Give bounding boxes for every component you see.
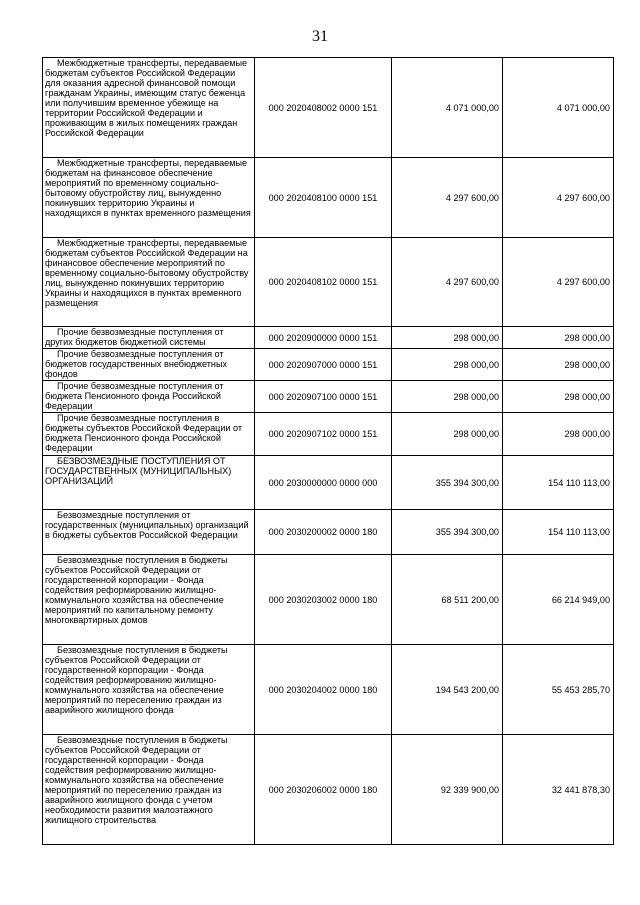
actual-amount-cell: 55 453 285,70 [503, 645, 614, 735]
budget-code-cell: 000 2020907100 0000 151 [255, 381, 392, 413]
revenue-name-cell: Прочие безвозмездные поступления от бюджетов государственных внебюджетных фондов [43, 349, 255, 381]
table-row [43, 381, 614, 413]
plan-amount-cell: 355 394 300,00 [392, 510, 503, 555]
table-row [43, 735, 614, 845]
table-row [43, 510, 614, 555]
table-row [43, 456, 614, 510]
revenue-name-cell: Безвозмездные поступления в бюджеты субъектов Российской Федерации от государственной корпорации - Фонда содействия реформированию жилищно-коммунального хозяйства на обеспечение мероприятий по капитальному ремонту многоквартирных домов [43, 555, 255, 645]
table-row [43, 327, 614, 349]
actual-amount-cell: 154 110 113,00 [503, 510, 614, 555]
plan-amount-cell: 355 394 300,00 [392, 456, 503, 510]
table-row [43, 413, 614, 456]
revenue-name-cell: Межбюджетные трансферты, передаваемые бюджетам на финансовое обеспечение мероприятий по временному социально-бытовому обустройству лиц, вынужденно покинувших территорию Украины и находящихся в пунктах временного размещения [43, 158, 255, 238]
revenue-name-cell: Безвозмездные поступления от государственных (муниципальных) организаций в бюджеты субъектов Российской Федерации [43, 510, 255, 555]
actual-amount-cell: 154 110 113,00 [503, 456, 614, 510]
actual-amount-cell: 298 000,00 [503, 381, 614, 413]
budget-code-cell: 000 2030206002 0000 180 [255, 735, 392, 845]
revenue-name-cell: Безвозмездные поступления в бюджеты субъектов Российской Федерации от государственной корпорации - Фонда содействия реформированию жилищно-коммунального хозяйства на обеспечение мероприятий по переселению граждан из аварийного жилищного фонда [43, 645, 255, 735]
budget-code-cell: 000 2020907000 0000 151 [255, 349, 392, 381]
budget-code-cell: 000 2020408100 0000 151 [255, 158, 392, 238]
revenue-name-cell: Прочие безвозмездные поступления в бюджеты субъектов Российской Федерации от бюджета Пенсионного фонда Российской Федерации [43, 413, 255, 456]
revenue-name-cell: БЕЗВОЗМЕЗДНЫЕ ПОСТУПЛЕНИЯ ОТ ГОСУДАРСТВЕННЫХ (МУНИЦИПАЛЬНЫХ) ОРГАНИЗАЦИЙ [43, 456, 255, 510]
plan-amount-cell: 68 511 200,00 [392, 555, 503, 645]
actual-amount-cell: 66 214 949,00 [503, 555, 614, 645]
plan-amount-cell: 298 000,00 [392, 381, 503, 413]
actual-amount-cell: 4 297 600,00 [503, 238, 614, 327]
plan-amount-cell: 194 543 200,00 [392, 645, 503, 735]
plan-amount-cell: 4 297 600,00 [392, 158, 503, 238]
actual-amount-cell: 298 000,00 [503, 413, 614, 456]
budget-code-cell: 000 2020408002 0000 151 [255, 58, 392, 158]
budget-code-cell: 000 2020900000 0000 151 [255, 327, 392, 349]
actual-amount-cell: 298 000,00 [503, 349, 614, 381]
revenue-name-cell: Межбюджетные трансферты, передаваемые бюджетам субъектов Российской Федерации на финансовое обеспечение мероприятий по временному социально-бытовому обустройству лиц, вынужденно покинувших территорию Украины и находящихся в пунктах временного размещения [43, 238, 255, 327]
table-row [43, 555, 614, 645]
budget-code-cell: 000 2020907102 0000 151 [255, 413, 392, 456]
revenue-name-cell: Межбюджетные трансферты, передаваемые бюджетам субъектов Российской Федерации для оказания адресной финансовой помощи гражданам Украины, имеющим статус беженца или получившим временное убежище на территории Российской Федерации и проживающим в жилых помещениях граждан Российской Федерации [43, 58, 255, 158]
actual-amount-cell: 32 441 878,30 [503, 735, 614, 845]
budget-code-cell: 000 2030200002 0000 180 [255, 510, 392, 555]
plan-amount-cell: 92 339 900,00 [392, 735, 503, 845]
revenue-name-cell: Прочие безвозмездные поступления от других бюджетов бюджетной системы [43, 327, 255, 349]
table-row [43, 58, 614, 158]
actual-amount-cell: 298 000,00 [503, 327, 614, 349]
table-row [43, 238, 614, 327]
table-row [43, 349, 614, 381]
revenue-name-cell: Безвозмездные поступления в бюджеты субъектов Российской Федерации от государственной корпорации - Фонда содействия реформированию жилищно-коммунального хозяйства на обеспечение мероприятий по переселению граждан из аварийного жилищного фонда с учетом необходимости развития малоэтажного жилищного строительства [43, 735, 255, 845]
plan-amount-cell: 4 297 600,00 [392, 238, 503, 327]
budget-revenue-table [42, 57, 614, 845]
page-number: 31 [312, 28, 328, 45]
actual-amount-cell: 4 071 000,00 [503, 58, 614, 158]
table-row [43, 158, 614, 238]
plan-amount-cell: 298 000,00 [392, 349, 503, 381]
plan-amount-cell: 4 071 000,00 [392, 58, 503, 158]
budget-code-cell: 000 2030204002 0000 180 [255, 645, 392, 735]
revenue-name-cell: Прочие безвозмездные поступления от бюджета Пенсионного фонда Российской Федерации [43, 381, 255, 413]
budget-code-cell: 000 2020408102 0000 151 [255, 238, 392, 327]
budget-code-cell: 000 2030000000 0000 000 [255, 456, 392, 510]
table-row [43, 645, 614, 735]
actual-amount-cell: 4 297 600,00 [503, 158, 614, 238]
plan-amount-cell: 298 000,00 [392, 327, 503, 349]
budget-code-cell: 000 2030203002 0000 180 [255, 555, 392, 645]
plan-amount-cell: 298 000,00 [392, 413, 503, 456]
